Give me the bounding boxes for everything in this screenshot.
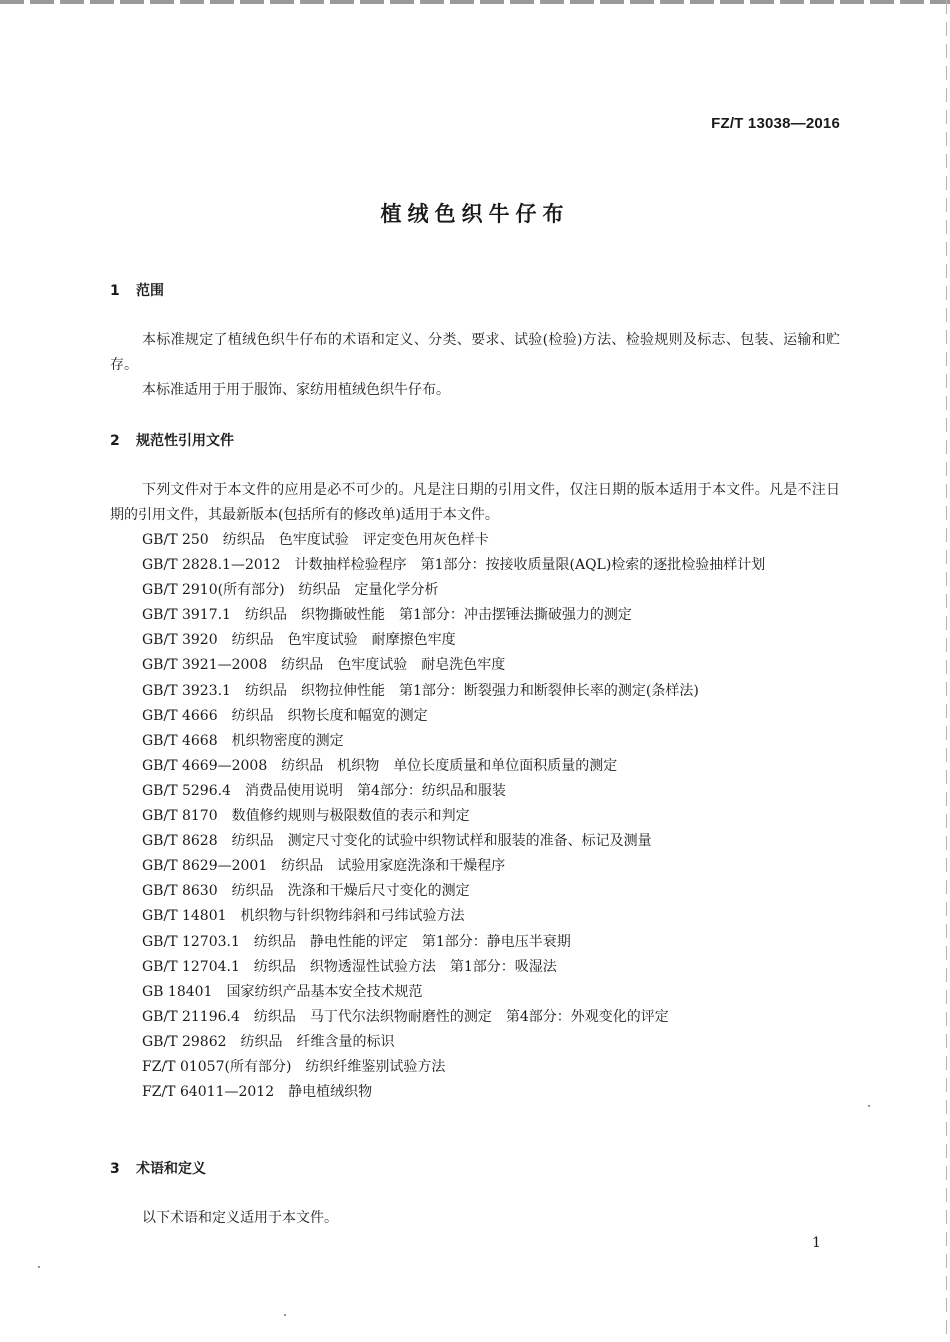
section-title: 术语和定义 [136, 1161, 206, 1177]
reference-item: GB/T 3923.1 纺织品 织物拉伸性能 第1部分：断裂强力和断裂伸长率的测定(条样法) [142, 682, 699, 699]
reference-item: GB/T 29862 纺织品 纤维含量的标识 [142, 1033, 395, 1050]
section-number: 1 [110, 283, 120, 299]
section-number: 3 [110, 1161, 120, 1177]
document-title: 植绒色织牛仔布 [380, 202, 570, 226]
terms-intro: 以下术语和定义适用于本文件。 [142, 1210, 338, 1226]
reference-item: GB/T 4669—2008 纺织品 机织物 单位长度质量和单位面积质量的测定 [142, 757, 618, 774]
reference-item: GB/T 5296.4 消费品使用说明 第4部分：纺织品和服装 [142, 782, 506, 799]
reference-item: GB/T 4666 纺织品 织物长度和幅宽的测定 [142, 707, 428, 724]
section-title: 范围 [136, 283, 164, 299]
standard-code: FZ/T 13038—2016 [711, 115, 840, 132]
reference-item: FZ/T 64011—2012 静电植绒织物 [142, 1084, 373, 1101]
reference-item: GB/T 14801 机织物与针织物纬斜和弓纬试验方法 [142, 908, 465, 925]
page-number: 1 [812, 1235, 821, 1251]
scan-edge-top [0, 0, 950, 4]
section-title: 规范性引用文件 [136, 433, 234, 449]
reference-item: GB/T 2910(所有部分) 纺织品 定量化学分析 [142, 582, 439, 599]
reference-item: FZ/T 01057(所有部分) 纺织纤维鉴别试验方法 [142, 1058, 446, 1075]
reference-list [110, 528, 840, 1105]
reference-item: GB/T 8170 数值修约规则与极限数值的表示和判定 [142, 808, 470, 825]
reference-item: GB/T 8628 纺织品 测定尺寸变化的试验中织物试样和服装的准备、标记及测量 [142, 833, 652, 850]
reference-item: GB/T 12703.1 纺织品 静电性能的评定 第1部分：静电压半衰期 [142, 933, 571, 950]
scope-paragraph-1: 本标准规定了植绒色织牛仔布的术语和定义、分类、要求、试验(检验)方法、检验规则及标志、包装、运输和贮存。 [110, 332, 840, 373]
reference-item: GB/T 3920 纺织品 色牢度试验 耐摩擦色牢度 [142, 632, 456, 649]
reference-item: GB 18401 国家纺织产品基本安全技术规范 [142, 983, 423, 1000]
reference-item: GB/T 3921—2008 纺织品 色牢度试验 耐皂洗色牢度 [142, 657, 506, 674]
reference-item: GB/T 8630 纺织品 洗涤和干燥后尺寸变化的测定 [142, 883, 470, 900]
scan-speck [868, 1105, 870, 1107]
reference-item: GB/T 8629—2001 纺织品 试验用家庭洗涤和干燥程序 [142, 858, 506, 875]
scope-paragraph-2: 本标准适用于用于服饰、家纺用植绒色织牛仔布。 [142, 382, 450, 398]
section-heading-scope [110, 280, 164, 300]
reference-item: GB/T 2828.1—2012 计数抽样检验程序 第1部分：按接收质量限(AQL)检索的逐批检验抽样计划 [142, 557, 766, 574]
section-number: 2 [110, 433, 120, 449]
reference-item: GB/T 21196.4 纺织品 马丁代尔法织物耐磨性的测定 第4部分：外观变化的评定 [142, 1008, 669, 1025]
scan-speck [284, 1314, 286, 1316]
reference-item: GB/T 4668 机织物密度的测定 [142, 732, 344, 749]
section-heading-normative-references [110, 430, 234, 450]
normative-refs-intro: 下列文件对于本文件的应用是必不可少的。凡是注日期的引用文件，仅注日期的版本适用于本文件。凡是不注日期的引用文件，其最新版本(包括所有的修改单)适用于本文件。 [110, 482, 840, 523]
scan-speck [38, 1266, 40, 1268]
reference-item: GB/T 250 纺织品 色牢度试验 评定变色用灰色样卡 [142, 532, 489, 548]
reference-item: GB/T 12704.1 纺织品 织物透湿性试验方法 第1部分：吸湿法 [142, 958, 557, 975]
section-heading-terms [110, 1158, 206, 1178]
reference-item: GB/T 3917.1 纺织品 织物撕破性能 第1部分：冲击摆锤法撕破强力的测定 [142, 607, 632, 624]
